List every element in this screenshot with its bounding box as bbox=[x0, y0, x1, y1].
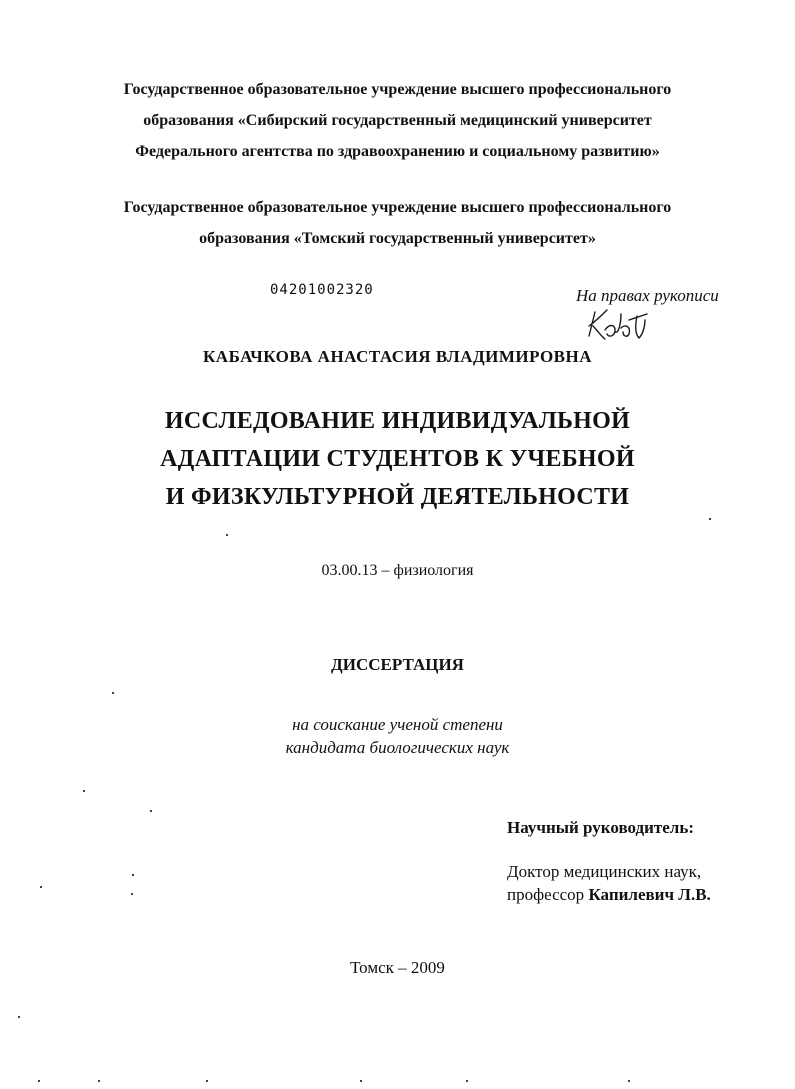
advisor-degree: Доктор медицинских наук, bbox=[507, 862, 702, 881]
advisor-name: Капилевич Л.В. bbox=[588, 885, 711, 904]
scan-speck bbox=[226, 534, 228, 536]
organization-2-line-2: образования «Томский государственный университет» bbox=[199, 230, 596, 247]
scan-speck bbox=[132, 874, 134, 876]
scan-speck bbox=[18, 1016, 20, 1018]
city-year: Томск – 2009 bbox=[350, 958, 445, 977]
organization-1-line-3: Федерального агентства по здравоохранению и социальному развитию» bbox=[135, 143, 660, 160]
organization-1-line-1: Государственное образовательное учреждение высшего профессионального bbox=[123, 81, 672, 98]
scan-speck bbox=[466, 1080, 468, 1082]
scan-speck bbox=[628, 1080, 630, 1082]
scan-speck bbox=[709, 518, 711, 520]
degree-line-2: кандидата биологических наук bbox=[285, 738, 510, 757]
organization-2 bbox=[0, 192, 795, 254]
scan-speck bbox=[83, 790, 85, 792]
organization-1 bbox=[0, 74, 795, 167]
manuscript-rights-note: На правах рукописи bbox=[576, 286, 719, 305]
organization-1-line-2: образования «Сибирский государственный медицинский университет bbox=[143, 112, 652, 129]
advisor-info bbox=[507, 860, 711, 906]
document-code: 04201002320 bbox=[270, 282, 374, 298]
scan-speck bbox=[38, 1080, 40, 1082]
scan-speck bbox=[206, 1080, 208, 1082]
degree-line-1: на соискание ученой степени bbox=[292, 715, 503, 734]
scan-speck bbox=[112, 692, 114, 694]
degree-purpose bbox=[0, 713, 795, 759]
advisor-title: профессор bbox=[507, 885, 589, 904]
title-line-2: АДАПТАЦИИ СТУДЕНТОВ К УЧЕБНОЙ bbox=[160, 446, 635, 472]
author-name: КАБАЧКОВА АНАСТАСИЯ ВЛАДИМИРОВНА bbox=[202, 347, 593, 366]
title-line-1: ИССЛЕДОВАНИЕ ИНДИВИДУАЛЬНОЙ bbox=[164, 408, 631, 434]
handwritten-signature bbox=[585, 306, 655, 342]
dissertation-title bbox=[0, 402, 795, 516]
advisor-label: Научный руководитель: bbox=[507, 818, 694, 837]
advisor-title-name bbox=[507, 883, 711, 906]
scan-speck bbox=[98, 1080, 100, 1082]
organization-2-line-1: Государственное образовательное учреждение высшего профессионального bbox=[123, 199, 672, 216]
scan-speck bbox=[40, 886, 42, 888]
specialty-code: 03.00.13 – физиология bbox=[321, 562, 474, 579]
scan-speck bbox=[150, 810, 152, 812]
scan-speck bbox=[131, 893, 133, 895]
document-type: ДИССЕРТАЦИЯ bbox=[331, 655, 464, 674]
title-line-3: И ФИЗКУЛЬТУРНОЙ ДЕЯТЕЛЬНОСТИ bbox=[165, 484, 630, 510]
scan-speck bbox=[360, 1080, 362, 1082]
